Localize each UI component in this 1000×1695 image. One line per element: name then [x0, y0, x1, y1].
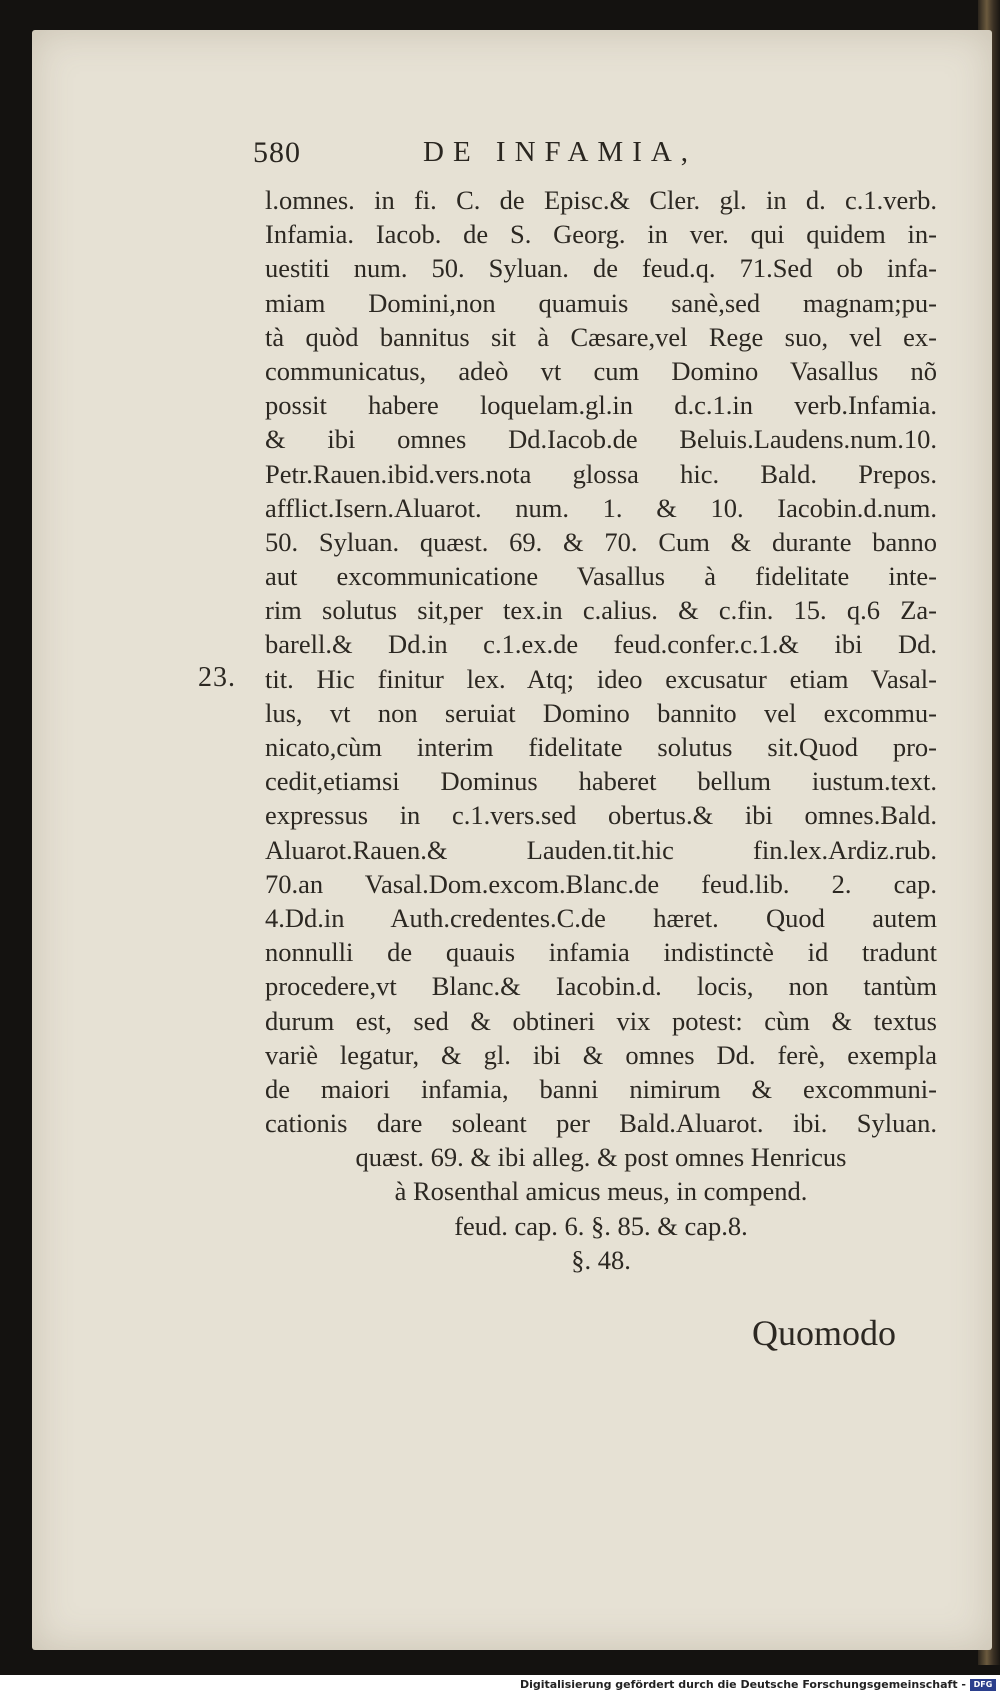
text-line: feud. cap. 6. §. 85. & cap.8.: [454, 1210, 748, 1241]
running-title: DE INFAMIA,: [423, 136, 698, 168]
text-line: communicatus, adeò vt cum Domino Vasallus nõ: [265, 355, 937, 386]
text-line: lus, vt non seruiat Domino bannito vel excommu-: [265, 697, 937, 728]
text-line: 50. Syluan. quæst. 69. & 70. Cum & durante banno: [265, 526, 937, 557]
page-header: [253, 136, 933, 176]
margin-note-number: 23.: [198, 662, 236, 693]
funding-credit: Digitalisierung gefördert durch die Deutsche Forschungsgemeinschaft -: [519, 1678, 966, 1691]
text-line: rim solutus sit,per tex.in c.alius. & c.fin. 15. q.6 Za-: [265, 595, 937, 626]
text-line: nonnulli de quauis infamia indistinctè id tradunt: [265, 937, 937, 968]
text-line: Petr.Rauen.ibid.vers.nota glossa hic. Bald. Prepos.: [265, 458, 937, 489]
text-line: & ibi omnes Dd.Iacob.de Beluis.Laudens.num.10.: [265, 424, 937, 455]
text-line: uestiti num. 50. Syluan. de feud.q. 71.Sed ob infa-: [265, 253, 937, 284]
text-line: variè legatur, & gl. ibi & omnes Dd. ferè, exempla: [265, 1039, 937, 1070]
page-number: 580: [253, 136, 301, 169]
text-line: 4.Dd.in Auth.credentes.C.de hæret. Quod autem: [265, 902, 937, 933]
text-line: cedit,etiamsi Dominus haberet bellum iustum.text.: [265, 766, 937, 797]
text-line: §. 48.: [571, 1244, 631, 1275]
text-line: possit habere loquelam.gl.in d.c.1.in verb.Infamia.: [265, 390, 937, 421]
text-line: tit. Hic finitur lex. Atq; ideo excusatur etiam Vasal-: [265, 663, 937, 694]
text-line: durum est, sed & obtineri vix potest: cùm & textus: [265, 1005, 937, 1036]
text-line: Aluarot.Rauen.& Lauden.tit.hic fin.lex.Ardiz.rub.: [265, 834, 937, 865]
text-line: nicato,cùm interim fidelitate solutus sit.Quod pro-: [265, 732, 937, 762]
catchword: Quomodo: [752, 1313, 896, 1353]
text-line: Infamia. Iacob. de S. Georg. in ver. qui quidem in-: [265, 219, 937, 250]
dfg-logo-icon: DFG: [970, 1679, 996, 1691]
text-line: procedere,vt Blanc.& Iacobin.d. locis, non tantùm: [265, 971, 937, 1002]
text-line: barell.& Dd.in c.1.ex.de feud.confer.c.1.& ibi Dd.: [265, 629, 937, 660]
text-line: expressus in c.1.vers.sed obertus.& ibi omnes.Bald.: [265, 800, 937, 831]
text-line: afflict.Isern.Aluarot. num. 1. & 10. Iacobin.d.num.: [265, 492, 937, 523]
text-line: tà quòd bannitus sit à Cæsare,vel Rege suo, vel ex-: [265, 321, 937, 352]
text-line: aut excommunicatione Vasallus à fidelitate inte-: [265, 561, 937, 592]
body-text: [265, 183, 937, 1277]
footer-bar: [0, 1677, 1000, 1695]
text-line: à Rosenthal amicus meus, in compend.: [394, 1176, 808, 1207]
text-line: 70.an Vasal.Dom.excom.Blanc.de feud.lib. 2. cap.: [265, 868, 937, 899]
text-line: quæst. 69. & ibi alleg. & post omnes Henricus: [355, 1142, 847, 1173]
text-line: de maiori infamia, banni nimirum & excommuni-: [265, 1073, 937, 1104]
text-line: miam Domini,non quamuis sanè,sed magnam;pu-: [265, 287, 937, 318]
text-line: cationis dare soleant per Bald.Aluarot. ibi. Syluan.: [265, 1108, 937, 1139]
text-line: l.omnes. in fi. C. de Episc.& Cler. gl. in d. c.1.verb.: [265, 185, 937, 215]
